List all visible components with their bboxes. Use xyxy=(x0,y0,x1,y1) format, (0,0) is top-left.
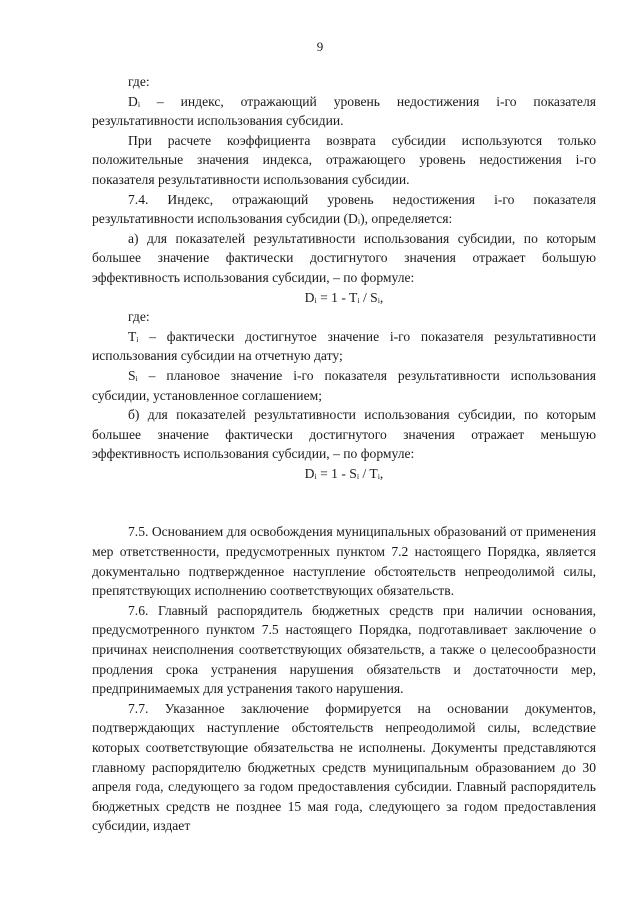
paragraph-where-1: где: xyxy=(128,74,150,89)
paragraph-7-4: 7.4. Индекс, отражающий уровень недостижения i-го показателя результативности использования субсидии (Dᵢ), определяется: xyxy=(92,191,596,227)
paragraph-where-2: где: xyxy=(128,309,150,325)
formula-a: Dᵢ = 1 - Tᵢ / Sᵢ, xyxy=(304,289,384,305)
paragraph-positive-values: При расчете коэффициента возврата субсидии используются только положительные значения индекса, отражающего уровень недостижения i-го показателя результативности использования субсидии. xyxy=(92,132,596,187)
page-number: 9 xyxy=(316,39,324,54)
paragraph-di-definition: Dᵢ – индекс, отражающий уровень недостижения i-го показателя результативности использования субсидии. xyxy=(92,93,596,129)
paragraph-7-6: 7.6. Главный распорядитель бюджетных средств при наличии основания, предусмотренного пунктом 7.5 настоящего Порядка, подготавливает заключение о причинах неисполнения соответствующих обязательств, а также о целесообразности продления срока устранения нарушения обязательств и достаточности мер, предпринимаемых для устранения такого нарушения. xyxy=(92,602,596,697)
document-body xyxy=(92,72,596,836)
paragraph-si-definition: Sᵢ – плановое значение i-го показателя результативности использования субсидии, установленное соглашением; xyxy=(92,367,596,403)
paragraph-7-4-b: б) для показателей результативности использования субсидии, по которым большее значение фактически достигнутого значения отражает меньшую эффективность использования субсидии, – по формуле: xyxy=(92,407,596,462)
paragraph-ti-definition: Tᵢ – фактически достигнутое значение i-го показателя результативности использования субсидии на отчетную дату; xyxy=(92,328,596,364)
paragraph-7-4-a: а) для показателей результативности использования субсидии, по которым большее значение фактически достигнутого значения отражает большую эффективность использования субсидии, – по формуле: xyxy=(92,230,596,285)
formula-b: Dᵢ = 1 - Sᵢ / Tᵢ, xyxy=(304,465,384,481)
paragraph-7-7: 7.7. Указанное заключение формируется на основании документов, подтверждающих наступление обстоятельств непреодолимой силы, вследствие которых соответствующие обязательства не исполнены. Документы представляются главному распорядителю бюджетных средств муниципальным образованием до 30 апреля года, следующего за годом предоставления субсидии. Главный распорядитель бюджетных средств не позднее 15 мая года, следующего за годом предоставления субсидии, издает xyxy=(92,700,596,834)
section-gap xyxy=(92,483,596,522)
paragraph-7-5: 7.5. Основанием для освобождения муниципальных образований от применения мер ответственности, предусмотренных пунктом 7.2 настоящего Порядка, является документально подтвержденное наступление обстоятельств непреодолимой силы, препятствующих исполнению соответствующих обязательств. xyxy=(92,524,596,599)
